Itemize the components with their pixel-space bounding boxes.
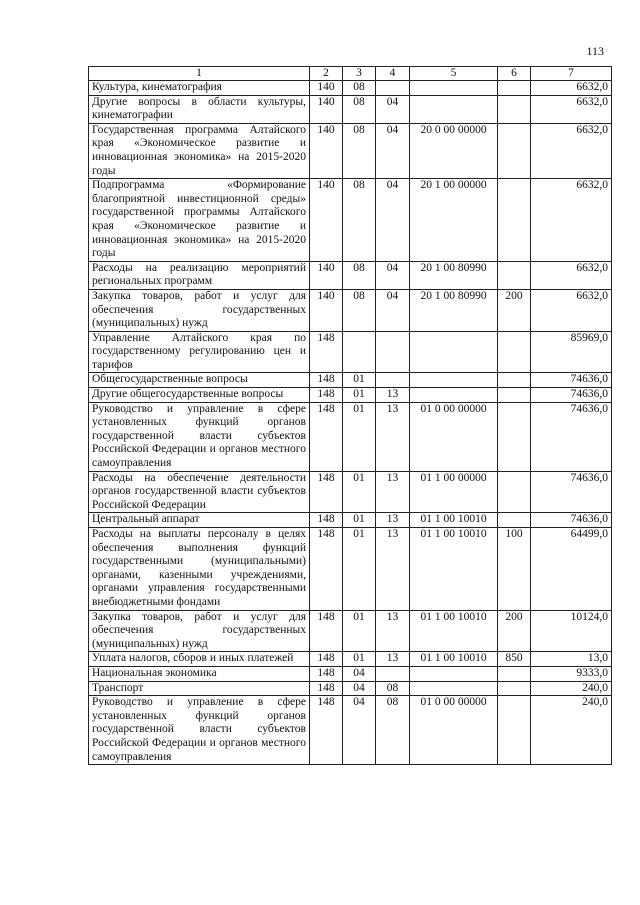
table-row — [89, 666, 612, 681]
page-number: 113 — [586, 44, 604, 58]
cell-section: 08 — [343, 123, 376, 178]
cell-subsection: 13 — [376, 528, 410, 611]
table-row — [89, 81, 612, 96]
row-name: Расходы на обеспечение деятельности органов государственной власти субъектов Российской Федерации — [89, 471, 310, 513]
cell-subsection: 08 — [376, 696, 410, 765]
cell-target-article: 01 1 00 10010 — [410, 610, 498, 652]
cell-expense-type — [498, 261, 531, 289]
cell-amount: 6632,0 — [531, 289, 612, 331]
cell-admin-code: 148 — [310, 666, 343, 681]
cell-target-article — [410, 373, 498, 388]
cell-section: 01 — [343, 652, 376, 667]
row-name: Уплата налогов, сборов и иных платежей — [89, 652, 310, 667]
column-header: 2 — [310, 67, 343, 81]
cell-admin-code: 148 — [310, 471, 343, 513]
cell-subsection — [376, 81, 410, 96]
table-row — [89, 123, 612, 178]
cell-admin-code: 148 — [310, 331, 343, 373]
row-name: Управление Алтайского края по государственному регулированию цен и тарифов — [89, 331, 310, 373]
cell-subsection: 13 — [376, 513, 410, 528]
cell-target-article: 20 0 00 00000 — [410, 123, 498, 178]
cell-section: 01 — [343, 388, 376, 403]
cell-amount: 6632,0 — [531, 179, 612, 262]
cell-section: 08 — [343, 261, 376, 289]
cell-target-article — [410, 388, 498, 403]
cell-expense-type — [498, 471, 531, 513]
cell-section: 08 — [343, 289, 376, 331]
budget-table — [88, 66, 612, 765]
table-row — [89, 513, 612, 528]
column-header: 5 — [410, 67, 498, 81]
cell-target-article: 01 1 00 10010 — [410, 513, 498, 528]
cell-expense-type — [498, 373, 531, 388]
cell-admin-code: 148 — [310, 652, 343, 667]
cell-amount: 240,0 — [531, 696, 612, 765]
table-row — [89, 289, 612, 331]
cell-subsection: 04 — [376, 261, 410, 289]
cell-admin-code: 148 — [310, 681, 343, 696]
cell-amount: 74636,0 — [531, 513, 612, 528]
cell-target-article — [410, 681, 498, 696]
column-header: 4 — [376, 67, 410, 81]
table-row — [89, 388, 612, 403]
cell-section: 01 — [343, 373, 376, 388]
cell-expense-type — [498, 696, 531, 765]
row-name: Руководство и управление в сфере установленных функций органов государственной власти субъектов Российской Федерации и органов местного самоуправления — [89, 696, 310, 765]
cell-expense-type — [498, 402, 531, 471]
row-name: Общегосударственные вопросы — [89, 373, 310, 388]
cell-amount: 10124,0 — [531, 610, 612, 652]
cell-admin-code: 148 — [310, 696, 343, 765]
cell-section: 01 — [343, 513, 376, 528]
cell-section: 04 — [343, 666, 376, 681]
cell-section: 01 — [343, 610, 376, 652]
row-name: Национальная экономика — [89, 666, 310, 681]
cell-expense-type: 200 — [498, 610, 531, 652]
table-row — [89, 373, 612, 388]
cell-amount: 74636,0 — [531, 388, 612, 403]
table-row — [89, 652, 612, 667]
cell-section: 01 — [343, 402, 376, 471]
cell-section: 01 — [343, 528, 376, 611]
cell-expense-type — [498, 388, 531, 403]
cell-subsection: 13 — [376, 610, 410, 652]
cell-section: 08 — [343, 179, 376, 262]
cell-target-article: 20 1 00 80990 — [410, 261, 498, 289]
cell-amount: 240,0 — [531, 681, 612, 696]
cell-amount: 13,0 — [531, 652, 612, 667]
cell-expense-type — [498, 331, 531, 373]
cell-section: 08 — [343, 81, 376, 96]
cell-target-article — [410, 81, 498, 96]
row-name: Закупка товаров, работ и услуг для обеспечения государственных (муниципальных) нужд — [89, 610, 310, 652]
table-row — [89, 402, 612, 471]
table-row — [89, 95, 612, 123]
cell-expense-type — [498, 95, 531, 123]
row-name: Центральный аппарат — [89, 513, 310, 528]
cell-target-article: 01 1 00 10010 — [410, 652, 498, 667]
cell-subsection: 08 — [376, 681, 410, 696]
cell-expense-type — [498, 513, 531, 528]
cell-section: 04 — [343, 681, 376, 696]
row-name: Другие вопросы в области культуры, кинематографии — [89, 95, 310, 123]
cell-admin-code: 140 — [310, 179, 343, 262]
row-name: Расходы на выплаты персоналу в целях обеспечения выполнения функций государственными (муниципальными) органами, казенными учреждениями, органами управления государственными внебюджетными фондами — [89, 528, 310, 611]
cell-amount: 74636,0 — [531, 373, 612, 388]
cell-admin-code: 140 — [310, 95, 343, 123]
cell-expense-type — [498, 666, 531, 681]
cell-subsection: 04 — [376, 95, 410, 123]
header-row — [89, 67, 612, 81]
column-header: 1 — [89, 67, 310, 81]
cell-subsection: 13 — [376, 402, 410, 471]
cell-expense-type — [498, 681, 531, 696]
cell-admin-code: 148 — [310, 373, 343, 388]
cell-target-article — [410, 666, 498, 681]
cell-amount: 64499,0 — [531, 528, 612, 611]
cell-target-article: 20 1 00 80990 — [410, 289, 498, 331]
cell-amount: 85969,0 — [531, 331, 612, 373]
row-name: Культура, кинематография — [89, 81, 310, 96]
row-name: Руководство и управление в сфере установленных функций органов государственной власти субъектов Российской Федерации и органов местного самоуправления — [89, 402, 310, 471]
cell-expense-type: 100 — [498, 528, 531, 611]
cell-expense-type — [498, 81, 531, 96]
cell-section: 04 — [343, 696, 376, 765]
cell-section — [343, 331, 376, 373]
cell-admin-code: 148 — [310, 402, 343, 471]
row-name: Подпрограмма «Формирование благоприятной инвестиционной среды» государственной программы Алтайского края «Экономическое развитие и инновационная экономика» на 2015-2020 годы — [89, 179, 310, 262]
row-name: Закупка товаров, работ и услуг для обеспечения государственных (муниципальных) нужд — [89, 289, 310, 331]
table-body — [89, 81, 612, 765]
table-row — [89, 179, 612, 262]
cell-subsection: 13 — [376, 388, 410, 403]
cell-target-article: 01 1 00 10010 — [410, 528, 498, 611]
cell-target-article: 01 0 00 00000 — [410, 402, 498, 471]
cell-subsection: 04 — [376, 123, 410, 178]
cell-amount: 74636,0 — [531, 402, 612, 471]
cell-admin-code: 140 — [310, 261, 343, 289]
cell-target-article: 01 1 00 00000 — [410, 471, 498, 513]
cell-admin-code: 148 — [310, 528, 343, 611]
table-row — [89, 331, 612, 373]
column-header: 6 — [498, 67, 531, 81]
table-row — [89, 681, 612, 696]
cell-expense-type — [498, 123, 531, 178]
cell-admin-code: 140 — [310, 81, 343, 96]
cell-target-article — [410, 95, 498, 123]
cell-section: 01 — [343, 471, 376, 513]
table-row — [89, 610, 612, 652]
cell-admin-code: 148 — [310, 513, 343, 528]
table-row — [89, 471, 612, 513]
table-row — [89, 696, 612, 765]
cell-amount: 74636,0 — [531, 471, 612, 513]
row-name: Другие общегосударственные вопросы — [89, 388, 310, 403]
cell-subsection: 04 — [376, 289, 410, 331]
cell-admin-code: 140 — [310, 289, 343, 331]
cell-subsection — [376, 373, 410, 388]
column-header: 3 — [343, 67, 376, 81]
cell-expense-type — [498, 179, 531, 262]
cell-subsection: 13 — [376, 471, 410, 513]
cell-subsection: 13 — [376, 652, 410, 667]
cell-target-article: 01 0 00 00000 — [410, 696, 498, 765]
cell-amount: 6632,0 — [531, 95, 612, 123]
cell-subsection: 04 — [376, 179, 410, 262]
cell-section: 08 — [343, 95, 376, 123]
row-name: Расходы на реализацию мероприятий региональных программ — [89, 261, 310, 289]
cell-subsection — [376, 666, 410, 681]
cell-target-article — [410, 331, 498, 373]
cell-amount: 6632,0 — [531, 261, 612, 289]
column-header: 7 — [531, 67, 612, 81]
row-name: Государственная программа Алтайского края «Экономическое развитие и инновационная экономика» на 2015-2020 годы — [89, 123, 310, 178]
table-row — [89, 528, 612, 611]
cell-target-article: 20 1 00 00000 — [410, 179, 498, 262]
cell-admin-code: 148 — [310, 610, 343, 652]
table-row — [89, 261, 612, 289]
cell-subsection — [376, 331, 410, 373]
cell-amount: 6632,0 — [531, 123, 612, 178]
cell-admin-code: 140 — [310, 123, 343, 178]
cell-expense-type: 200 — [498, 289, 531, 331]
cell-expense-type: 850 — [498, 652, 531, 667]
cell-amount: 9333,0 — [531, 666, 612, 681]
cell-amount: 6632,0 — [531, 81, 612, 96]
row-name: Транспорт — [89, 681, 310, 696]
cell-admin-code: 148 — [310, 388, 343, 403]
